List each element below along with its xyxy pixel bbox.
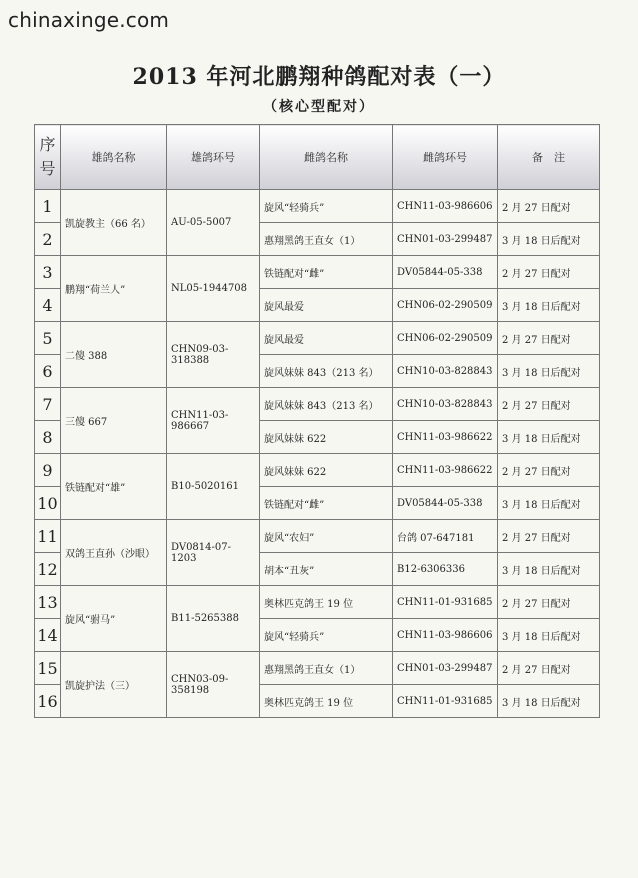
female-name-cell: 旋风妹妹 622 (260, 421, 393, 454)
female-ring-cell: CHN11-01-931685 (393, 685, 498, 718)
serial-number-cell: 14 (35, 619, 61, 652)
female-name-cell: 旋风妹妹 843（213 名） (260, 388, 393, 421)
male-ring-cell: NL05-1944708 (167, 256, 260, 322)
male-ring-cell: CHN09-03-318388 (167, 322, 260, 388)
table-row (35, 190, 600, 223)
female-ring-cell: CHN06-02-290509 (393, 322, 498, 355)
table-row (35, 388, 600, 421)
remark-cell: 3 月 18 日后配对 (498, 289, 600, 322)
male-name-cell: 铁链配对“雄” (61, 454, 167, 520)
female-name-cell: 旋风“农妇” (260, 520, 393, 553)
female-name-cell: 惠翔黑鸽王直女（1） (260, 652, 393, 685)
serial-number-cell: 2 (35, 223, 61, 256)
female-name-cell: 旋风“轻骑兵” (260, 619, 393, 652)
male-ring-cell: CHN03-09-358198 (167, 652, 260, 718)
table-row (35, 520, 600, 553)
table-row (35, 256, 600, 289)
serial-number-cell: 1 (35, 190, 61, 223)
remark-cell: 3 月 18 日后配对 (498, 553, 600, 586)
serial-number-cell: 13 (35, 586, 61, 619)
male-ring-cell: B10-5020161 (167, 454, 260, 520)
male-ring-cell: AU-05-5007 (167, 190, 260, 256)
male-name-cell: 二傻 388 (61, 322, 167, 388)
male-ring-cell: CHN11-03-986667 (167, 388, 260, 454)
serial-number-cell: 7 (35, 388, 61, 421)
remark-cell: 2 月 27 日配对 (498, 256, 600, 289)
female-name-cell: 旋风妹妹 622 (260, 454, 393, 487)
male-name-cell: 凯旋教主（66 名） (61, 190, 167, 256)
serial-number-cell: 10 (35, 487, 61, 520)
female-name-cell: 铁链配对“雌” (260, 487, 393, 520)
remark-cell: 3 月 18 日后配对 (498, 487, 600, 520)
male-ring-cell: DV0814-07-1203 (167, 520, 260, 586)
male-name-cell: 旋风“驸马” (61, 586, 167, 652)
female-name-cell: 奥林匹克鸽王 19 位 (260, 586, 393, 619)
serial-number-cell: 12 (35, 553, 61, 586)
header-female-ring: 雌鸽环号 (393, 125, 498, 190)
serial-number-cell: 5 (35, 322, 61, 355)
female-ring-cell: CHN11-03-986606 (393, 190, 498, 223)
male-ring-cell: B11-5265388 (167, 586, 260, 652)
female-ring-cell: CHN11-01-931685 (393, 586, 498, 619)
female-ring-cell: DV05844-05-338 (393, 487, 498, 520)
female-ring-cell: CHN10-03-828843 (393, 355, 498, 388)
female-name-cell: 旋风“轻骑兵” (260, 190, 393, 223)
document-title: 2013 年河北鹏翔种鸽配对表（一） (132, 64, 506, 90)
remark-cell: 2 月 27 日配对 (498, 388, 600, 421)
table-body (35, 190, 600, 718)
female-name-cell: 旋风最爱 (260, 289, 393, 322)
female-ring-cell: B12-6306336 (393, 553, 498, 586)
male-name-cell: 双鸽王直孙（沙眼） (61, 520, 167, 586)
serial-number-cell: 8 (35, 421, 61, 454)
female-ring-cell: CHN01-03-299487 (393, 223, 498, 256)
serial-number-cell: 11 (35, 520, 61, 553)
remark-cell: 3 月 18 日后配对 (498, 619, 600, 652)
header-male-ring: 雄鸽环号 (167, 125, 260, 190)
female-name-cell: 旋风妹妹 843（213 名） (260, 355, 393, 388)
serial-number-cell: 4 (35, 289, 61, 322)
table-row (35, 454, 600, 487)
remark-cell: 3 月 18 日后配对 (498, 685, 600, 718)
site-watermark: chinaxinge.com (8, 8, 170, 32)
male-name-cell: 凯旋护法（三） (61, 652, 167, 718)
remark-cell: 3 月 18 日后配对 (498, 223, 600, 256)
header-female-name: 雌鸽名称 (260, 125, 393, 190)
header-serial-number: 序 号 (35, 125, 61, 190)
female-name-cell: 惠翔黑鸽王直女（1） (260, 223, 393, 256)
female-ring-cell: CHN11-03-986606 (393, 619, 498, 652)
remark-cell: 2 月 27 日配对 (498, 454, 600, 487)
female-name-cell: 旋风最爱 (260, 322, 393, 355)
male-name-cell: 三傻 667 (61, 388, 167, 454)
table-row (35, 652, 600, 685)
header-remark: 备 注 (498, 125, 600, 190)
pairing-table (34, 124, 600, 718)
serial-number-cell: 16 (35, 685, 61, 718)
remark-cell: 2 月 27 日配对 (498, 322, 600, 355)
female-ring-cell: CHN11-03-986622 (393, 454, 498, 487)
remark-cell: 2 月 27 日配对 (498, 520, 600, 553)
serial-number-cell: 6 (35, 355, 61, 388)
remark-cell: 3 月 18 日后配对 (498, 355, 600, 388)
female-ring-cell: DV05844-05-338 (393, 256, 498, 289)
document-subtitle: （核心型配对） (263, 99, 375, 115)
table-header-row (35, 125, 600, 190)
remark-cell: 2 月 27 日配对 (498, 586, 600, 619)
serial-number-cell: 9 (35, 454, 61, 487)
serial-number-cell: 15 (35, 652, 61, 685)
table-row (35, 322, 600, 355)
female-ring-cell: CHN01-03-299487 (393, 652, 498, 685)
remark-cell: 2 月 27 日配对 (498, 652, 600, 685)
header-male-name: 雄鸽名称 (61, 125, 167, 190)
female-ring-cell: CHN10-03-828843 (393, 388, 498, 421)
female-name-cell: 铁链配对“雌” (260, 256, 393, 289)
male-name-cell: 鹏翔“荷兰人” (61, 256, 167, 322)
female-name-cell: 奥林匹克鸽王 19 位 (260, 685, 393, 718)
remark-cell: 3 月 18 日后配对 (498, 421, 600, 454)
serial-number-cell: 3 (35, 256, 61, 289)
remark-cell: 2 月 27 日配对 (498, 190, 600, 223)
female-ring-cell: 台鸽 07-647181 (393, 520, 498, 553)
female-ring-cell: CHN06-02-290509 (393, 289, 498, 322)
table-row (35, 586, 600, 619)
female-ring-cell: CHN11-03-986622 (393, 421, 498, 454)
female-name-cell: 胡本“丑灰” (260, 553, 393, 586)
